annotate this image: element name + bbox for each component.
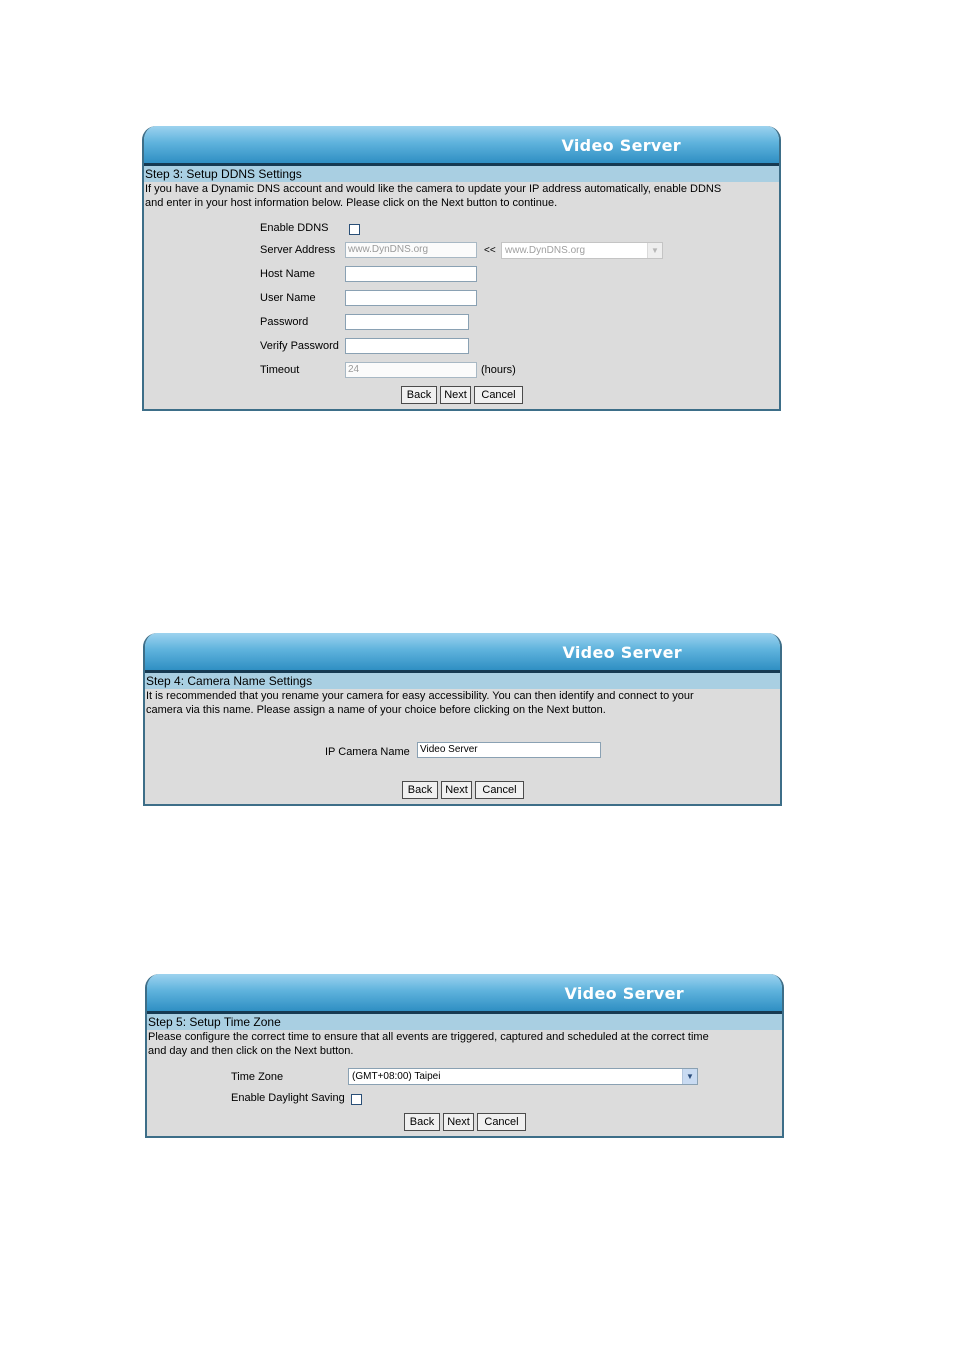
step-description	[145, 689, 780, 717]
host-name-input[interactable]	[345, 266, 477, 282]
enable-ddns-label: Enable DDNS	[260, 222, 329, 234]
time-zone-panel	[145, 974, 784, 1138]
timeout-input[interactable]: 24	[345, 362, 477, 378]
back-button[interactable]: Back	[401, 386, 437, 404]
user-name-label: User Name	[260, 292, 316, 304]
time-zone-select[interactable]	[348, 1068, 698, 1085]
server-address-label: Server Address	[260, 244, 336, 256]
panel-header	[145, 633, 780, 673]
timeout-unit: (hours)	[481, 364, 516, 376]
server-select-value: www.DynDNS.org	[505, 245, 586, 256]
panel-title: Video Server	[562, 643, 682, 662]
enable-ddns-checkbox[interactable]	[349, 224, 360, 235]
panel-title: Video Server	[564, 984, 684, 1003]
ddns-panel	[142, 126, 781, 411]
panel-header	[147, 974, 782, 1014]
cancel-button[interactable]: Cancel	[477, 1113, 526, 1131]
camera-name-input[interactable]: Video Server	[417, 742, 601, 758]
server-address-input[interactable]: www.DynDNS.org	[345, 242, 477, 258]
copy-arrow-label: <<	[484, 245, 496, 256]
description-line: Please configure the correct time to ensure that all events are triggered, captured and scheduled at the correct time	[148, 1031, 709, 1043]
step-title: Step 5: Setup Time Zone	[147, 1014, 782, 1030]
step-description	[147, 1030, 782, 1058]
step-title: Step 3: Setup DDNS Settings	[144, 166, 779, 182]
back-button[interactable]: Back	[402, 781, 438, 799]
verify-password-input[interactable]	[345, 338, 469, 354]
daylight-saving-checkbox[interactable]	[351, 1094, 362, 1105]
next-button[interactable]: Next	[443, 1113, 474, 1131]
host-name-label: Host Name	[260, 268, 316, 280]
time-zone-select-value: (GMT+08:00) Taipei	[352, 1071, 441, 1082]
description-line: It is recommended that you rename your camera for easy accessibility. You can then identify and connect to your	[146, 690, 694, 702]
step-description	[144, 182, 779, 210]
cancel-button[interactable]: Cancel	[474, 386, 523, 404]
description-line: and day and then click on the Next button.	[148, 1045, 354, 1057]
password-input[interactable]	[345, 314, 469, 330]
next-button[interactable]: Next	[440, 386, 471, 404]
step-title: Step 4: Camera Name Settings	[145, 673, 780, 689]
description-line: If you have a Dynamic DNS account and would like the camera to update your IP address automatically, enable DDNS	[145, 183, 722, 195]
daylight-saving-label: Enable Daylight Saving	[231, 1092, 345, 1104]
next-button[interactable]: Next	[441, 781, 472, 799]
password-label: Password	[260, 316, 309, 328]
time-zone-label: Time Zone	[231, 1071, 284, 1083]
back-button[interactable]: Back	[404, 1113, 440, 1131]
cancel-button[interactable]: Cancel	[475, 781, 524, 799]
camera-name-label: IP Camera Name	[325, 746, 410, 758]
verify-password-label: Verify Password	[260, 340, 339, 352]
description-line: and enter in your host information below. Please click on the Next button to continue.	[145, 197, 558, 209]
timeout-label: Timeout	[260, 364, 300, 376]
camera-name-panel	[143, 633, 782, 806]
panel-header	[144, 126, 779, 166]
server-select[interactable]	[501, 242, 663, 259]
description-line: camera via this name. Please assign a name of your choice before clicking on the Next button.	[146, 704, 606, 716]
user-name-input[interactable]	[345, 290, 477, 306]
chevron-down-icon: ▼	[682, 1069, 697, 1084]
chevron-down-icon: ▼	[647, 243, 662, 258]
panel-title: Video Server	[561, 136, 681, 155]
